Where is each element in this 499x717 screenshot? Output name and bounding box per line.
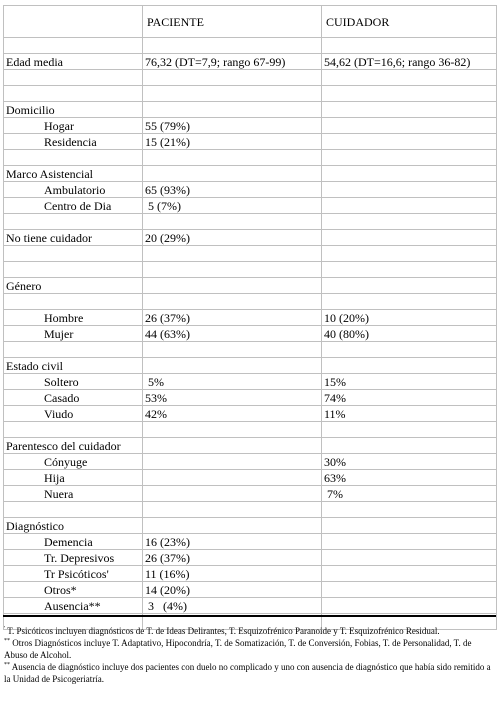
cuidador-value — [322, 438, 497, 454]
row-label: Diagnóstico — [4, 518, 143, 534]
cuidador-value — [322, 550, 497, 566]
cuidador-value — [322, 230, 497, 246]
table-row — [4, 534, 497, 550]
footnote-2 — [4, 637, 494, 661]
cuidador-value — [322, 166, 497, 182]
header-cuidador: CUIDADOR — [322, 6, 497, 38]
row-label — [4, 246, 143, 262]
row-label — [4, 38, 143, 54]
table-row — [4, 550, 497, 566]
row-label: No tiene cuidador — [4, 230, 143, 246]
row-label: Hombre — [4, 310, 143, 326]
row-label — [4, 502, 143, 518]
row-label: Domicilio — [4, 102, 143, 118]
table-row — [4, 326, 497, 342]
paciente-value — [143, 262, 322, 278]
paciente-value: 15 (21%) — [143, 134, 322, 150]
paciente-value: 14 (20%) — [143, 582, 322, 598]
paciente-value: 5 (7%) — [143, 198, 322, 214]
cuidador-value — [322, 182, 497, 198]
paciente-value: 3 (4%) — [143, 598, 322, 614]
table-row — [4, 134, 497, 150]
paciente-value — [143, 454, 322, 470]
paciente-value: 53% — [143, 390, 322, 406]
table-row — [4, 518, 497, 534]
row-label — [4, 70, 143, 86]
paciente-value: 44 (63%) — [143, 326, 322, 342]
row-label: Mujer — [4, 326, 143, 342]
row-label: Ausencia** — [4, 598, 143, 614]
cuidador-value — [322, 214, 497, 230]
cuidador-value — [322, 150, 497, 166]
row-label: Marco Asistencial — [4, 166, 143, 182]
document-page — [3, 5, 496, 630]
table-row — [4, 86, 497, 102]
paciente-value — [143, 70, 322, 86]
paciente-value: 55 (79%) — [143, 118, 322, 134]
paciente-value — [143, 38, 322, 54]
cuidador-value: 11% — [322, 406, 497, 422]
row-label: Casado — [4, 390, 143, 406]
paciente-value — [143, 214, 322, 230]
cuidador-value — [322, 70, 497, 86]
table-row — [4, 230, 497, 246]
table-row — [4, 454, 497, 470]
cuidador-value — [322, 358, 497, 374]
row-label: Cónyuge — [4, 454, 143, 470]
cuidador-value — [322, 422, 497, 438]
table-row — [4, 582, 497, 598]
row-label: Soltero — [4, 374, 143, 390]
table-bottom-rule — [3, 615, 496, 617]
cuidador-value — [322, 582, 497, 598]
row-label — [4, 262, 143, 278]
cuidador-value — [322, 118, 497, 134]
paciente-value — [143, 422, 322, 438]
paciente-value: 26 (37%) — [143, 550, 322, 566]
cuidador-value — [322, 566, 497, 582]
row-label — [4, 86, 143, 102]
table-row — [4, 166, 497, 182]
paciente-value: 26 (37%) — [143, 310, 322, 326]
cuidador-value: 74% — [322, 390, 497, 406]
cuidador-value: 10 (20%) — [322, 310, 497, 326]
row-label: Género — [4, 278, 143, 294]
cuidador-value — [322, 102, 497, 118]
paciente-value — [143, 294, 322, 310]
row-label — [4, 422, 143, 438]
paciente-value — [143, 86, 322, 102]
paciente-value — [143, 278, 322, 294]
table-row — [4, 70, 497, 86]
row-label: Parentesco del cuidador — [4, 438, 143, 454]
table-row — [4, 246, 497, 262]
cuidador-value — [322, 294, 497, 310]
table-row — [4, 566, 497, 582]
paciente-value — [143, 486, 322, 502]
table-row — [4, 310, 497, 326]
row-label: Nuera — [4, 486, 143, 502]
table-row — [4, 214, 497, 230]
cuidador-value: 15% — [322, 374, 497, 390]
table-row — [4, 470, 497, 486]
row-label: Demencia — [4, 534, 143, 550]
table-row — [4, 278, 497, 294]
paciente-value — [143, 246, 322, 262]
footnote-2-mark: ** — [4, 638, 10, 644]
footnote-1-mark: ' — [4, 626, 6, 632]
row-label: Hija — [4, 470, 143, 486]
cuidador-value — [322, 198, 497, 214]
row-label: Edad media — [4, 54, 143, 70]
table-row — [4, 438, 497, 454]
row-label: Hogar — [4, 118, 143, 134]
table-row — [4, 358, 497, 374]
paciente-value — [143, 150, 322, 166]
row-label: Tr Psicóticos' — [4, 566, 143, 582]
row-label — [4, 294, 143, 310]
header-row — [4, 6, 497, 38]
table-row — [4, 374, 497, 390]
cuidador-value — [322, 246, 497, 262]
row-label — [4, 342, 143, 358]
paciente-value — [143, 166, 322, 182]
footnote-2-text: Otros Diagnósticos incluye T. Adaptativo, Hipocondría, T. de Somatización, T. de Conversión, Fobias, T. de Personalidad, T. de Abuso de Alcohol. — [4, 638, 472, 660]
table-row — [4, 502, 497, 518]
table-row — [4, 294, 497, 310]
row-label — [4, 150, 143, 166]
row-label: Residencia — [4, 134, 143, 150]
footnote-3-mark: ** — [4, 662, 10, 668]
table-row — [4, 598, 497, 614]
cuidador-value: 7% — [322, 486, 497, 502]
table-row — [4, 262, 497, 278]
cuidador-value — [322, 278, 497, 294]
paciente-value — [143, 102, 322, 118]
cuidador-value — [322, 262, 497, 278]
cuidador-value — [322, 86, 497, 102]
footnote-3-text: Ausencia de diagnóstico incluye dos pacientes con duelo no complicado y uno con ausencia de diagnóstico que había sido remitido a la Unidad de Psicogeriatría. — [4, 662, 491, 684]
table-row — [4, 102, 497, 118]
row-label — [4, 214, 143, 230]
table-row — [4, 406, 497, 422]
row-label: Tr. Depresivos — [4, 550, 143, 566]
footnote-1-text: T. Psicóticos incluyen diagnósticos de T. de Ideas Delirantes, T. Esquizofrénico Paranoide y T. Esquizofrénico Residual. — [7, 626, 440, 636]
table-row — [4, 390, 497, 406]
table-row — [4, 342, 497, 358]
cuidador-value — [322, 518, 497, 534]
footnote-3 — [4, 661, 494, 685]
table-row — [4, 198, 497, 214]
footnote-1 — [4, 625, 494, 637]
paciente-value: 42% — [143, 406, 322, 422]
table-row — [4, 38, 497, 54]
cuidador-value: 30% — [322, 454, 497, 470]
paciente-value — [143, 342, 322, 358]
paciente-value: 76,32 (DT=7,9; rango 67-99) — [143, 54, 322, 70]
cuidador-value — [322, 38, 497, 54]
cuidador-value — [322, 598, 497, 614]
row-label: Centro de Dia — [4, 198, 143, 214]
paciente-value — [143, 518, 322, 534]
cuidador-value — [322, 342, 497, 358]
table-row — [4, 118, 497, 134]
paciente-value: 20 (29%) — [143, 230, 322, 246]
cuidador-value: 54,62 (DT=16,6; rango 36-82) — [322, 54, 497, 70]
table-row — [4, 486, 497, 502]
cuidador-value — [322, 534, 497, 550]
cuidador-value: 40 (80%) — [322, 326, 497, 342]
paciente-value: 11 (16%) — [143, 566, 322, 582]
footnotes — [4, 625, 494, 685]
cuidador-value — [322, 502, 497, 518]
row-label: Viudo — [4, 406, 143, 422]
paciente-value: 65 (93%) — [143, 182, 322, 198]
cuidador-value — [322, 134, 497, 150]
row-label: Ambulatorio — [4, 182, 143, 198]
table-row — [4, 150, 497, 166]
paciente-value: 5% — [143, 374, 322, 390]
demographics-table — [3, 5, 497, 630]
header-paciente: PACIENTE — [143, 6, 322, 38]
table-row — [4, 422, 497, 438]
table-row — [4, 182, 497, 198]
row-label: Estado civil — [4, 358, 143, 374]
header-empty-cell — [4, 6, 143, 38]
table-row — [4, 54, 497, 70]
paciente-value — [143, 358, 322, 374]
paciente-value: 16 (23%) — [143, 534, 322, 550]
paciente-value — [143, 502, 322, 518]
cuidador-value: 63% — [322, 470, 497, 486]
row-label: Otros* — [4, 582, 143, 598]
paciente-value — [143, 470, 322, 486]
paciente-value — [143, 438, 322, 454]
